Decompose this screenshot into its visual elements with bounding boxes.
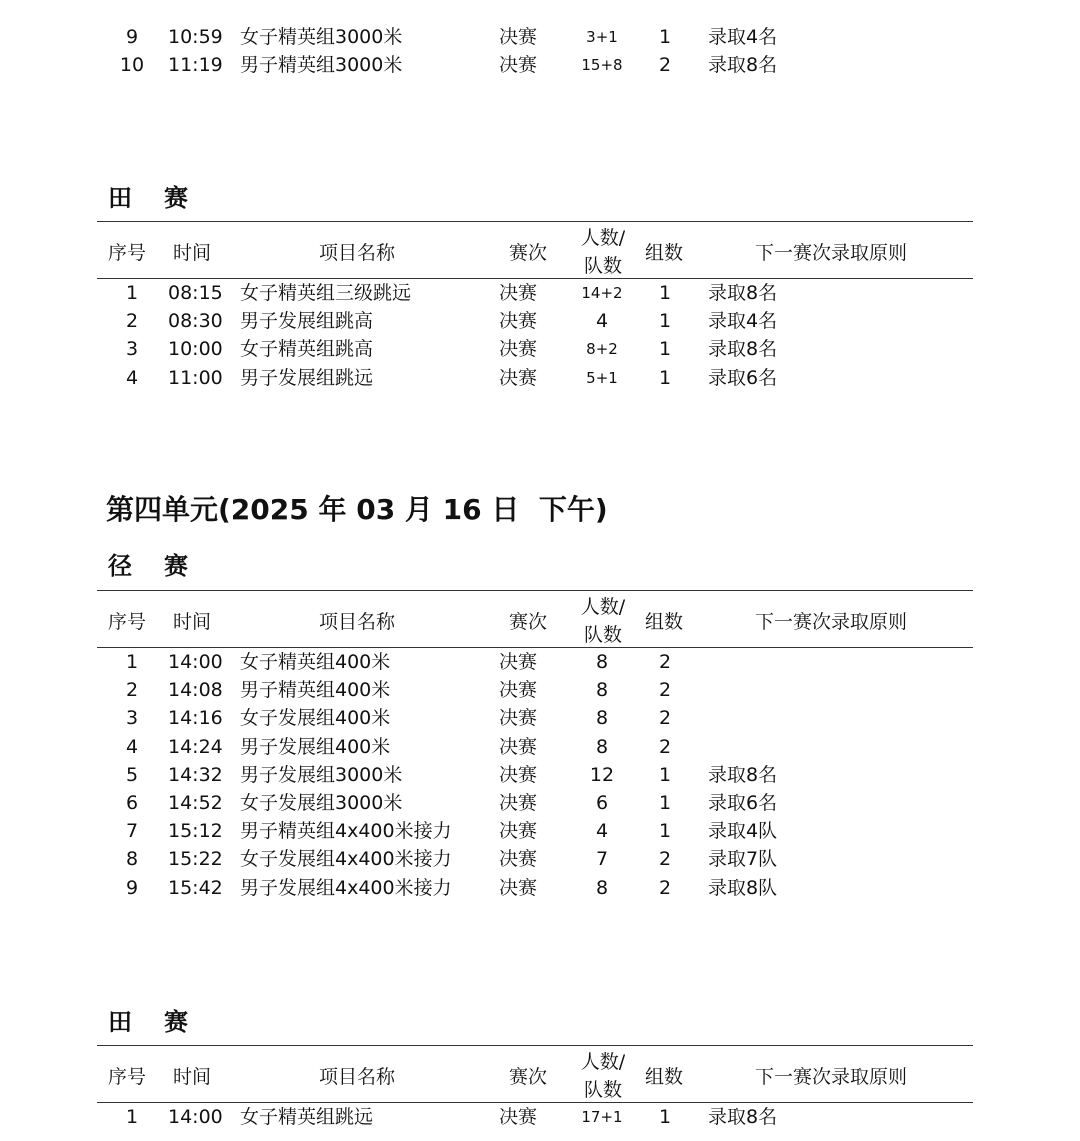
table-row	[0, 307, 1080, 335]
cell-advance-rule: 录取8队	[708, 876, 778, 899]
cell-advance-rule: 录取8名	[708, 763, 778, 786]
cell-seq: 2	[125, 310, 139, 333]
cell-round: 决赛	[499, 876, 538, 899]
cell-groups: 2	[658, 679, 672, 702]
cell-seq: 1	[125, 282, 139, 304]
cell-round: 决赛	[499, 763, 538, 786]
section-title-char-1: 田	[108, 184, 132, 212]
cell-groups: 2	[658, 707, 672, 730]
cell-time: 15:22	[168, 848, 223, 871]
cell-round: 决赛	[499, 651, 538, 673]
table-row	[0, 845, 1080, 873]
header-count-line2: 队数	[583, 1079, 622, 1101]
cell-groups: 2	[658, 735, 672, 758]
cell-advance-rule: 录取8名	[708, 282, 778, 304]
header-advance-rule: 下一赛次录取原则	[755, 242, 908, 264]
cell-time: 14:16	[168, 707, 223, 730]
cell-seq: 9	[125, 26, 139, 48]
cell-time: 14:32	[168, 763, 223, 786]
cell-advance-rule: 录取6名	[708, 792, 778, 814]
cell-count: 8	[595, 707, 609, 730]
cell-event-name: 女子精英组跳高	[240, 338, 374, 361]
header-event-name: 项目名称	[319, 1066, 396, 1088]
table-row	[0, 1103, 1080, 1131]
cell-time: 15:12	[168, 820, 223, 843]
table-row	[0, 704, 1080, 732]
cell-count: 3+1	[586, 28, 618, 46]
cell-advance-rule: 录取4名	[708, 26, 778, 48]
unit-title: 第四单元(2025 年 03 月 16 日 下午)	[106, 493, 608, 526]
cell-count: 15+8	[581, 56, 623, 75]
cell-seq: 1	[125, 651, 139, 673]
cell-advance-rule: 录取8名	[708, 1106, 778, 1128]
cell-round: 决赛	[499, 735, 538, 758]
cell-time: 14:00	[168, 1106, 223, 1128]
header-count	[578, 1048, 628, 1104]
cell-time: 08:15	[168, 282, 223, 304]
header-count	[578, 593, 628, 649]
table-row	[0, 648, 1080, 676]
cell-groups: 2	[658, 876, 672, 899]
cell-round: 决赛	[499, 338, 538, 361]
cell-event-name: 女子精英组400米	[240, 651, 391, 673]
cell-seq: 7	[125, 820, 139, 843]
cell-event-name: 男子精英组4x400米接力	[240, 820, 452, 843]
cell-seq: 3	[125, 707, 139, 730]
cell-round: 决赛	[499, 26, 538, 48]
cell-groups: 1	[658, 310, 672, 333]
cell-groups: 2	[658, 54, 672, 77]
header-seq: 序号	[108, 611, 147, 633]
section-title-char-1: 径	[108, 552, 132, 580]
cell-count: 4	[595, 310, 609, 333]
cell-event-name: 女子精英组3000米	[240, 26, 403, 48]
header-time: 时间	[173, 611, 212, 633]
cell-round: 决赛	[499, 820, 538, 843]
cell-round: 决赛	[499, 54, 538, 77]
cell-round: 决赛	[499, 848, 538, 871]
cell-seq: 2	[125, 679, 139, 702]
cell-advance-rule: 录取8名	[708, 338, 778, 361]
cell-event-name: 男子发展组跳远	[240, 366, 374, 389]
header-round: 赛次	[509, 611, 548, 633]
cell-groups: 1	[658, 1106, 672, 1128]
header-count-line1: 人数/	[580, 596, 626, 618]
cell-event-name: 男子精英组400米	[240, 679, 391, 702]
cell-event-name: 男子发展组400米	[240, 735, 391, 758]
cell-count: 17+1	[581, 1108, 623, 1126]
table-row	[0, 335, 1080, 363]
header-count	[578, 224, 628, 280]
table-row	[0, 874, 1080, 902]
cell-groups: 1	[658, 792, 672, 814]
cell-seq: 6	[125, 792, 139, 814]
cell-time: 11:00	[168, 366, 223, 389]
header-count-line2: 队数	[583, 624, 622, 646]
cell-event-name: 女子精英组跳远	[240, 1106, 374, 1128]
cell-count: 4	[595, 820, 609, 843]
cell-groups: 1	[658, 282, 672, 304]
header-round: 赛次	[509, 1066, 548, 1088]
cell-seq: 1	[125, 1106, 139, 1128]
cell-count: 8	[595, 651, 609, 673]
cell-event-name: 女子精英组三级跳远	[240, 282, 412, 304]
header-count-line1: 人数/	[580, 1051, 626, 1073]
cell-groups: 2	[658, 651, 672, 673]
cell-time: 10:59	[168, 26, 223, 48]
cell-advance-rule: 录取7队	[708, 848, 778, 871]
cell-round: 决赛	[499, 1106, 538, 1128]
table-row	[0, 761, 1080, 789]
cell-seq: 3	[125, 338, 139, 361]
table-row	[0, 817, 1080, 845]
table-row	[0, 789, 1080, 817]
cell-event-name: 男子发展组跳高	[240, 310, 374, 333]
cell-seq: 5	[125, 763, 139, 786]
cell-seq: 10	[119, 54, 145, 77]
cell-count: 14+2	[581, 284, 623, 302]
table-header-track	[0, 591, 1080, 647]
section-title-track	[108, 546, 188, 581]
section-title-char-1: 田	[108, 1008, 132, 1036]
cell-groups: 2	[658, 848, 672, 871]
cell-advance-rule: 录取4队	[708, 820, 778, 843]
cell-time: 14:00	[168, 651, 223, 673]
cell-count: 8	[595, 679, 609, 702]
header-event-name: 项目名称	[319, 242, 396, 264]
table-header-field-1	[0, 222, 1080, 278]
cell-round: 决赛	[499, 366, 538, 389]
cell-event-name: 男子精英组3000米	[240, 54, 403, 77]
cell-time: 14:24	[168, 735, 223, 758]
cell-count: 8	[595, 876, 609, 899]
cell-seq: 9	[125, 876, 139, 899]
section-title-char-2: 赛	[164, 184, 188, 212]
cell-round: 决赛	[499, 282, 538, 304]
header-round: 赛次	[509, 242, 548, 264]
cell-count: 12	[589, 763, 615, 786]
header-advance-rule: 下一赛次录取原则	[755, 1066, 908, 1088]
cell-round: 决赛	[499, 679, 538, 702]
cell-groups: 1	[658, 763, 672, 786]
cell-groups: 1	[658, 338, 672, 361]
cell-groups: 1	[658, 26, 672, 48]
section-title-char-2: 赛	[164, 552, 188, 580]
table-row	[0, 676, 1080, 704]
cell-advance-rule: 录取6名	[708, 366, 778, 389]
cell-event-name: 女子发展组3000米	[240, 792, 403, 814]
cell-time: 08:30	[168, 310, 223, 333]
cell-groups: 1	[658, 366, 672, 389]
cell-count: 8+2	[586, 340, 618, 359]
section-title-field-2	[108, 1002, 188, 1037]
header-time: 时间	[173, 242, 212, 264]
cell-time: 10:00	[168, 338, 223, 361]
cell-count: 7	[595, 848, 609, 871]
header-event-name: 项目名称	[319, 611, 396, 633]
cell-time: 11:19	[168, 54, 223, 77]
table-header-field-2	[0, 1046, 1080, 1102]
cell-round: 决赛	[499, 310, 538, 333]
table-row	[0, 51, 1080, 79]
header-count-line1: 人数/	[580, 227, 626, 249]
table-row	[0, 364, 1080, 392]
header-groups: 组数	[645, 611, 684, 633]
cell-count: 5+1	[586, 368, 618, 387]
cell-time: 15:42	[168, 876, 223, 899]
header-count-line2: 队数	[583, 255, 622, 277]
table-row	[0, 733, 1080, 761]
cell-advance-rule: 录取8名	[708, 54, 778, 77]
cell-event-name: 女子发展组400米	[240, 707, 391, 730]
cell-time: 14:52	[168, 792, 223, 814]
section-title-char-2: 赛	[164, 1008, 188, 1036]
cell-count: 8	[595, 735, 609, 758]
cell-time: 14:08	[168, 679, 223, 702]
cell-seq: 4	[125, 366, 139, 389]
header-groups: 组数	[645, 242, 684, 264]
table-row	[0, 279, 1080, 307]
table-row	[0, 23, 1080, 51]
cell-round: 决赛	[499, 792, 538, 814]
header-seq: 序号	[108, 1066, 147, 1088]
cell-event-name: 男子发展组3000米	[240, 763, 403, 786]
section-title-field-1	[108, 178, 188, 213]
cell-seq: 8	[125, 848, 139, 871]
header-advance-rule: 下一赛次录取原则	[755, 611, 908, 633]
cell-groups: 1	[658, 820, 672, 843]
header-seq: 序号	[108, 242, 147, 264]
header-groups: 组数	[645, 1066, 684, 1088]
cell-count: 6	[595, 792, 609, 814]
cell-event-name: 女子发展组4x400米接力	[240, 848, 452, 871]
cell-seq: 4	[125, 735, 139, 758]
header-time: 时间	[173, 1066, 212, 1088]
cell-round: 决赛	[499, 707, 538, 730]
cell-event-name: 男子发展组4x400米接力	[240, 876, 452, 899]
cell-advance-rule: 录取4名	[708, 310, 778, 333]
